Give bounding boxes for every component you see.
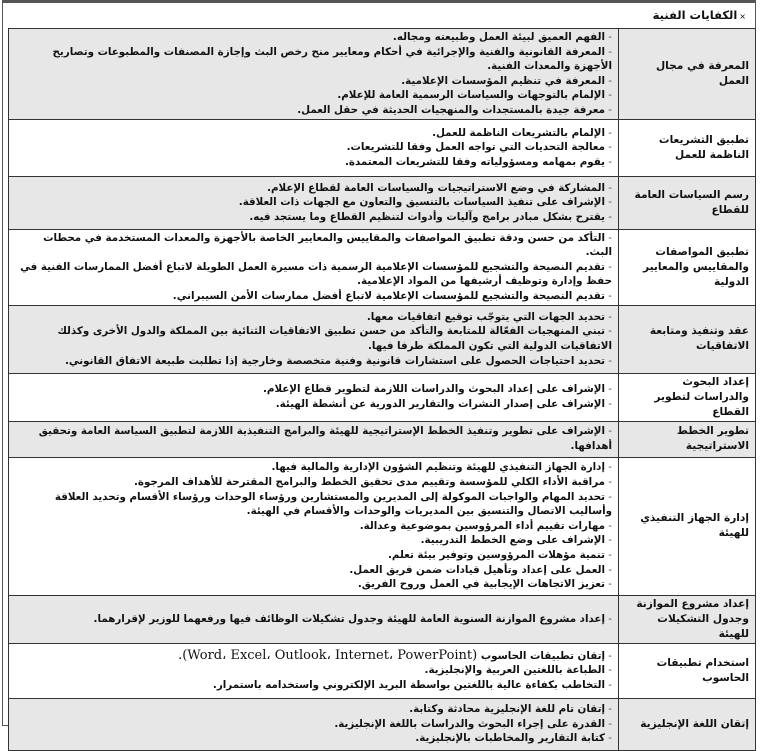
competency-details [9, 119, 619, 176]
list-item: - تبني المنهجيات الفعّالة للمتابعة والتأكد من حسن تطبيق الاتفاقيات الثنائية بين المملكة والدول الأخرى وكذلك الاتفاقيات الدولية التي تكون المملكة طرفا فيها. [15, 324, 612, 353]
table-row [9, 119, 756, 176]
competency-details [9, 305, 619, 373]
details-list [15, 181, 612, 225]
competency-details [9, 421, 619, 457]
list-item: - تنمية مؤهلات المرؤوسين وتوفير بيئة تعلم. [15, 548, 612, 563]
table-row [9, 698, 756, 750]
competencies-table [8, 28, 756, 751]
table-row [9, 176, 756, 229]
list-item: - العمل على إعداد وتأهيل قيادات ضمن فريق العمل. [15, 563, 612, 578]
competency-details [9, 698, 619, 750]
table-row [9, 595, 756, 643]
list-item: - الإشراف على إصدار النشرات والتقارير الدورية عن أنشطة الهيئة. [15, 397, 612, 412]
competency-details [9, 643, 619, 698]
list-item: - معالجة التحديات التي تواجه العمل وفقا للتشريعات. [15, 140, 612, 155]
list-item: - يقوم بمهامه ومسؤولياته وفقا للتشريعات المعتمدة. [15, 155, 612, 170]
details-list [15, 460, 612, 591]
list-item: - الإشراف على وضع الخطط التدريبية. [15, 533, 612, 548]
table-row [9, 305, 756, 373]
competency-label: إعداد مشروع الموازنة وجدول التشكيلات للهيئة [619, 595, 756, 643]
list-item: - المعرفة في تنظيم المؤسسات الإعلامية. [15, 74, 612, 89]
competency-details [9, 176, 619, 229]
details-list [15, 649, 612, 693]
section-title [653, 8, 746, 22]
table-row [9, 421, 756, 457]
computer-apps-list: (Word، Excel، Outlook، Internet، PowerPoint). [178, 647, 478, 663]
list-item: - مهارات تقييم أداء المرؤوسين بموضوعية وعدالة. [15, 519, 612, 534]
competency-label: استخدام تطبيقات الحاسوب [619, 643, 756, 698]
list-item: - المعرفة القانونية والفنية والإجرائية في أحكام ومعايير منح رخص البث وإجازة المصنفات والمطبوعات وتصاريح الأجهزة والمعدات الفنية. [15, 45, 612, 74]
competency-details [9, 29, 619, 120]
list-item: - إعداد مشروع الموازنة السنوية العامة للهيئة وجدول تشكيلات الوظائف فيها ورفعهما للوزير لإقرارهما. [15, 612, 612, 627]
details-list [15, 382, 612, 411]
competency-details [9, 595, 619, 643]
list-item: - تحديد احتياجات الحصول على استشارات قانونية وفنية متخصصة وخارجية إذا تطلبت طبيعة الاتفاق القانوني. [15, 354, 612, 369]
competency-label: تطبيق المواصفات والمقاييس والمعايير الدولية [619, 229, 756, 305]
bullet-mark-icon: × [739, 12, 746, 21]
competency-label: رسم السياسات العامة للقطاع [619, 176, 756, 229]
list-item: - التخاطب بكفاءة عالية باللغتين بواسطة البريد الإلكتروني واستخدامه باستمرار. [15, 678, 612, 693]
competency-label: إعداد البحوث والدراسات لتطوير القطاع [619, 373, 756, 421]
details-list [15, 30, 612, 118]
list-item: - كتابة التقارير والمخاطبات بالإنجليزية. [15, 731, 612, 746]
competency-label: عقد وتنفيذ ومتابعة الاتفاقيات [619, 305, 756, 373]
list-item: - إتقان تام للغة الإنجليزية محادثة وكتابة. [15, 702, 612, 717]
details-list [15, 612, 612, 627]
list-item: - الفهم العميق لبيئة العمل وطبيعته ومجاله. [15, 30, 612, 45]
table-row [9, 229, 756, 305]
list-item: - تحديد الجهات التي يتوجّب توقيع اتفاقيات معها. [15, 310, 612, 325]
section-title-text: الكفايات الفنية [652, 8, 738, 22]
list-item: - تقديم النصيحة والتشجيع للمؤسسات الإعلامية لاتباع أفضل ممارسات الأمن السيبراني. [15, 289, 612, 304]
table-row [9, 29, 756, 120]
list-item: - التأكد من حسن ودقة تطبيق المواصفات والمقاييس والمعايير الخاصة بالأجهزة والمعدات المستخدمة في محطات البث. [15, 231, 612, 260]
competency-label: إتقان اللغة الإنجليزية [619, 698, 756, 750]
details-list [15, 424, 612, 453]
list-item: - الإشراف على تنفيذ السياسات بالتنسيق والتعاون مع الجهات ذات العلاقة. [15, 195, 612, 210]
competency-details [9, 373, 619, 421]
competency-details [9, 229, 619, 305]
list-item: - الطباعة باللغتين العربية والإنجليزية. [15, 663, 612, 678]
competency-label: تطبيق التشريعات الناظمة للعمل [619, 119, 756, 176]
list-item: - إدارة الجهاز التنفيذي للهيئة وتنظيم الشؤون الإدارية والمالية فيها. [15, 460, 612, 475]
details-list [15, 126, 612, 170]
list-item: - الإلمام بالتشريعات الناظمة للعمل. [15, 126, 612, 141]
table-row [9, 373, 756, 421]
list-item: - الإشراف على إعداد البحوث والدراسات اللازمة لتطوير قطاع الإعلام. [15, 382, 612, 397]
list-item: - تحديد المهام والواجبات الموكولة إلى المديرين والمستشارين ورؤساء الوحدات ورؤساء الأقسام وتحديد العلاقة وأساليب الاتصال والتنسيق بين المديريات والوحدات والأقسام في الهيئة. [15, 490, 612, 519]
list-item [15, 649, 612, 664]
details-list [15, 702, 612, 746]
competency-label: إدارة الجهاز التنفيذي للهيئة [619, 457, 756, 595]
list-item: - تعزيز الاتجاهات الإيجابية في العمل وروح الفريق. [15, 577, 612, 592]
item-text: إتقان تطبيقات الحاسوب [480, 649, 605, 662]
list-item: - تقديم النصيحة والتشجيع للمؤسسات الإعلامية الرسمية ذات مسيرة العمل الطويلة لاتباع أفضل الممارسات الفنية في حفظ وإدارة وتوظيف أرشيفها من المواد الإعلامية. [15, 260, 612, 289]
details-list [15, 310, 612, 368]
list-item: - القدرة على إجراء البحوث والدراسات باللغة الإنجليزية. [15, 717, 612, 732]
list-item: - مراقبة الأداء الكلي للمؤسسة وتقييم مدى تحقيق الخطط والبرامج المقترحة للأهداف المرجوة. [15, 475, 612, 490]
list-item: - معرفة جيدة بالمستجدات والمنهجيات الحديثة في حقل العمل. [15, 103, 612, 118]
list-item: - الإشراف على تطوير وتنفيذ الخطط الإستراتيجية للهيئة والبرامج التنفيذية اللازمة لتطبيق السياسة العامة وتحقيق أهدافها. [15, 424, 612, 453]
table-row [9, 457, 756, 595]
competency-label: المعرفة في مجال العمل [619, 29, 756, 120]
details-list [15, 231, 612, 304]
list-item: - المشاركة في وضع الاستراتيجيات والسياسات العامة لقطاع الإعلام. [15, 181, 612, 196]
competency-details [9, 457, 619, 595]
table-row [9, 643, 756, 698]
competency-label: تطوير الخطط الاستراتيجية [619, 421, 756, 457]
list-item: - يقترح بشكل مبادر برامج وآليات وأدوات لتنظيم القطاع وما يستجد فيه. [15, 210, 612, 225]
list-item: - الإلمام بالتوجهات والسياسات الرسمية العامة للإعلام. [15, 88, 612, 103]
